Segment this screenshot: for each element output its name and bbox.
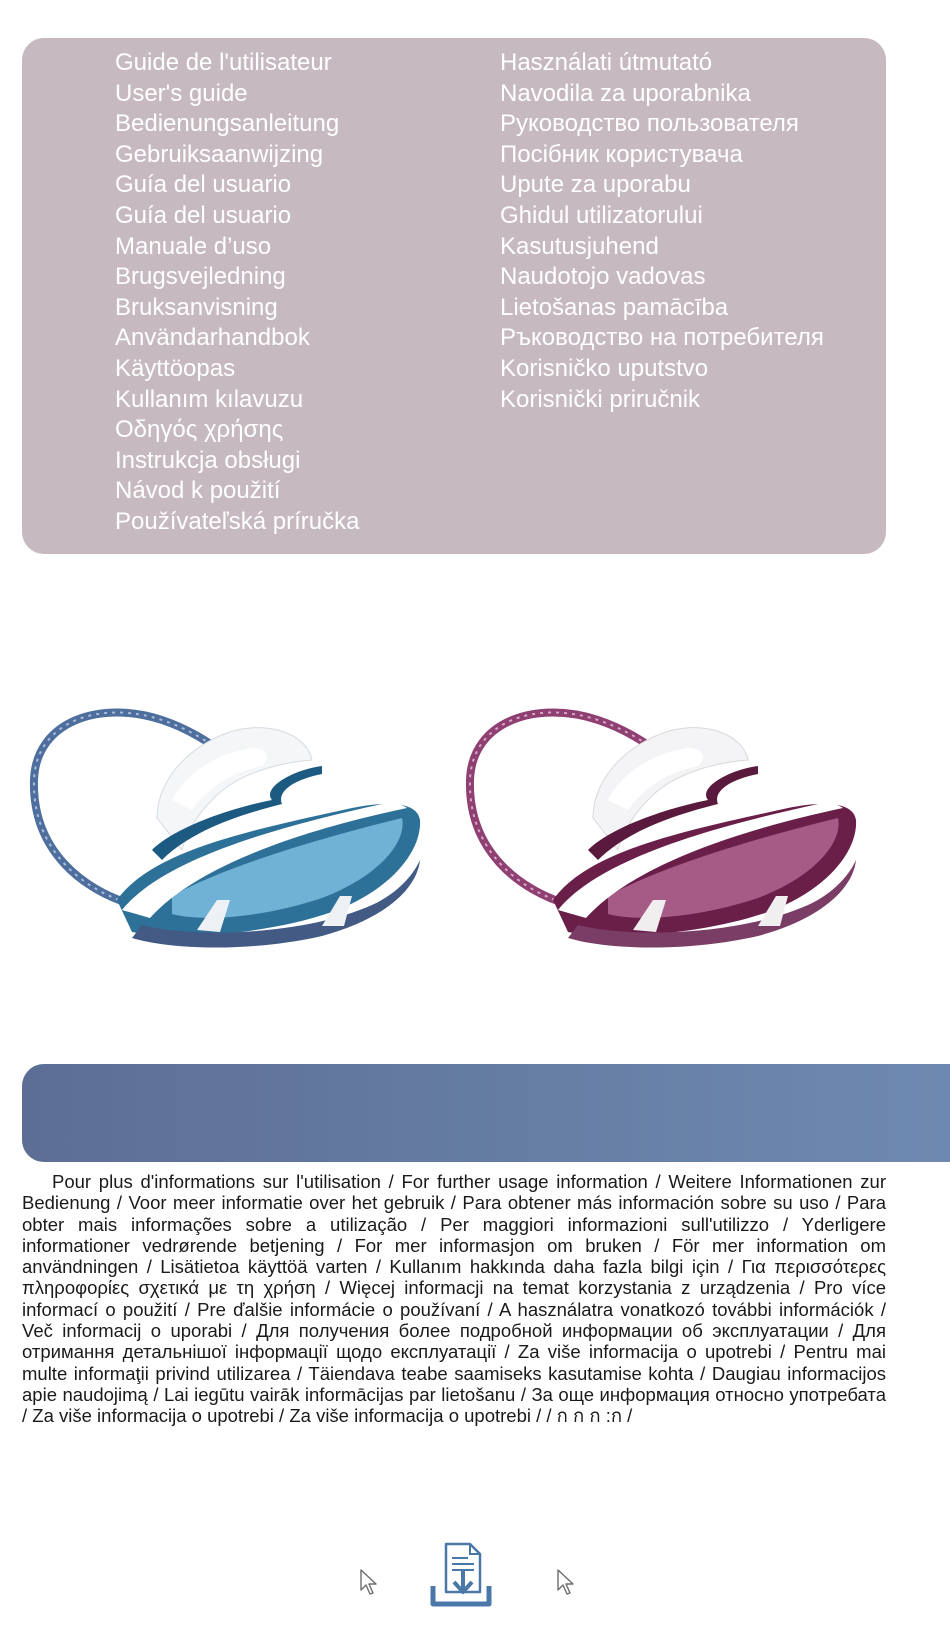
guide-title-ro: Ghidul utilizatorului	[500, 201, 703, 229]
guide-title-lv: Lietošanas pamācība	[500, 293, 729, 321]
steam-iron-blue-icon	[22, 700, 442, 960]
guide-title-fr: Guide de l'utilisateur	[115, 49, 332, 76]
guide-title-fi: Käyttöopas	[115, 354, 236, 382]
more-information-paragraph: Pour plus d'informations sur l'utilisation / For further usage information / Weitere Informationen zur Bedienung / Voor meer informatie over het gebruik / Para obtener más información sobre su uso / Para obter mais informações sobre a utilização / Per maggiori informazioni sull'utilizzo / Yderligere informationer vedrørende betjening / For mer informasjon om bruken / För mer information om användningen / Lisätietoa käyttöä varten / Kullanım hakkında daha fazla bilgi için / Για περισσότερες πληροφορίες σχετικά με τη χρήση / Więcej informacji na temat korzystania z urządzenia / Pro více informací o použití / Pre ďalšie informácie o používaní / A használatra vonatkozó további információk / Več informacij o uporabi / Для получения более подробной информации об эксплуатации / Для отримання детальнішої інформації щодо експлуатації / Za više informacija o upotrebi / Pentru mai multe informaţii privind utilizarea / Täiendava teabe saamiseks kasutamise kohta / Daugiau informacijos apie naudojimą / Lai iegūtu vairāk informācijas par lietošanu / За още информация относно употребата / Za više informacija o upotrebi / Za više informacija o upotrebi / / ก ก ก :ก /	[22, 1171, 886, 1427]
guide-title-et: Kasutusjuhend	[500, 232, 659, 260]
guide-title-sk: Používateľská príručka	[115, 507, 360, 535]
guide-title-es: Guía del usuario	[115, 171, 292, 199]
document-download-icon[interactable]	[428, 1540, 494, 1610]
guide-title-da: Brugsvejledning	[115, 263, 286, 291]
guide-title-ru: Руководство пользователя	[500, 110, 799, 138]
guide-title-tr: Kullanım kılavuzu	[115, 385, 304, 413]
guide-title-de: Bedienungsanleitung	[115, 110, 340, 138]
guide-titles-right-column	[500, 48, 824, 415]
guide-title-es-2: Guía del usuario	[115, 201, 292, 229]
mouse-cursor-icon	[359, 1568, 381, 1596]
info-banner	[22, 1064, 950, 1162]
mouse-cursor-icon	[556, 1568, 578, 1596]
guide-title-hr: Upute za uporabu	[500, 171, 691, 199]
guide-title-bg: Ръководство на потребителя	[500, 324, 824, 352]
guide-title-sr: Korisničko uputstvo	[500, 354, 709, 382]
guide-title-nl: Gebruiksaanwijzing	[115, 140, 324, 168]
guide-title-uk: Посібник користувача	[500, 140, 743, 168]
guide-title-bs: Korisnički priručnik	[500, 385, 701, 413]
user-guide-title-panel	[22, 38, 886, 554]
guide-title-pl: Instrukcja obsługi	[115, 446, 301, 474]
guide-title-sv: Användarhandbok	[115, 324, 310, 352]
guide-title-lt: Naudotojo vadovas	[500, 263, 706, 291]
guide-title-en: User's guide	[115, 79, 248, 107]
guide-title-cs: Návod k použití	[115, 477, 281, 505]
guide-title-it: Manuale d’uso	[115, 232, 272, 260]
guide-title-sl: Navodila za uporabnika	[500, 79, 751, 107]
guide-title-el: Οδηγός χρήσης	[115, 416, 284, 444]
guide-title-hu: Használati útmutató	[500, 49, 713, 76]
steam-iron-purple-icon	[458, 700, 878, 960]
guide-titles-left-column	[115, 48, 359, 538]
guide-title-no: Bruksanvisning	[115, 293, 278, 321]
